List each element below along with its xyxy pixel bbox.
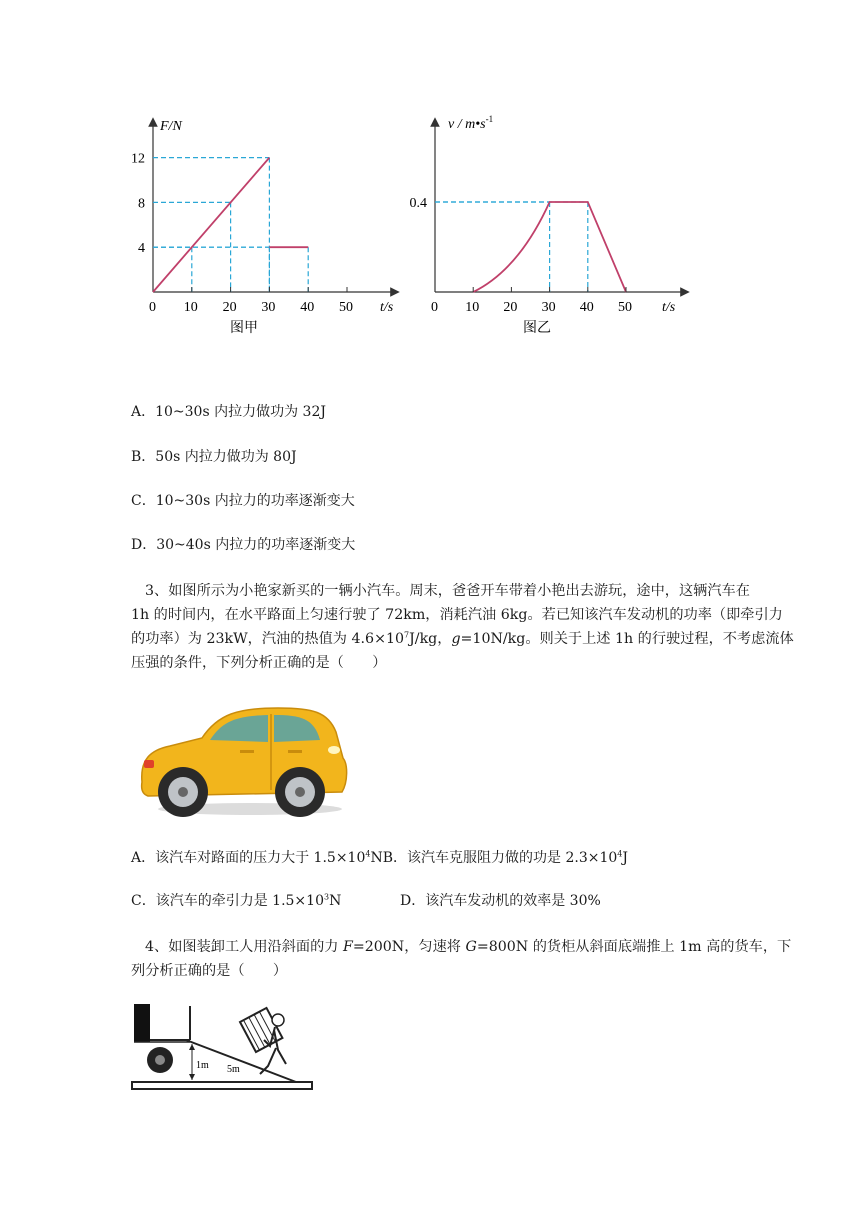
q4-stem [131,935,811,983]
x-tick-label: 30 [541,300,556,315]
q3-line-2: 1h 的时间内，在水平路面上匀速行驶了 72km，消耗汽油 6kg。若已知该汽车发动机的功率（即牵引力 [131,607,783,623]
q2-option-a: A．10~30s 内拉力做功为 32J [131,404,326,420]
x-tick-label: 0 [149,300,156,315]
x-tick-label: 40 [300,300,315,315]
chart-caption: 图乙 [523,320,551,336]
x-tick-label: 20 [222,300,237,315]
y-tick-label: 8 [138,196,145,212]
q3-option-d: D．该汽车发动机的效率是 30% [400,893,601,909]
x-axis-label: t/s [380,300,394,315]
ramp-illustration [128,1000,318,1095]
y-tick-label: 4 [138,241,145,257]
q4-line-1: 4、如图装卸工人用沿斜面的力 F=200N，匀速将 G=800N 的货柜从斜面底端推上 1m 高的货车，下 [145,939,792,955]
x-tick-label: 50 [339,300,353,315]
ramp-length-label: 5m [227,1064,240,1075]
chart-caption: 图甲 [230,320,258,336]
series-line [153,158,269,292]
q3-option-ab: A．该汽车对路面的压力大于 $1.5\times 10^4NB$．该汽车克服阻力做的功是 $2.3\times 10^4J$ [131,849,628,866]
q2-option-b: B．50s 内拉力做功为 80J [131,449,297,465]
ramp-height-label: 1m [196,1060,209,1071]
q2-option-c: C．10~30s 内拉力的功率逐渐变大 [131,493,355,509]
q3-line-1: 3、如图所示为小艳家新买的一辆小汽车。周末，爸爸开车带着小艳出去游玩，途中，这辆汽车在 [145,583,750,599]
x-tick-label: 20 [503,300,518,315]
y-axis-label: F/N [160,119,182,134]
chart-v-t [400,100,700,345]
q3-line-3: 的功率）为 23kW，汽油的热值为 $4.6\times 10^7J/kg$，g=10N/kg。则关于上述 1h 的行驶过程，不考虑流体 [131,630,794,647]
x-tick-label: 30 [261,300,276,315]
x-tick-label: 0 [431,300,438,315]
y-axis-label: v / $m•s^{-1}$ [448,114,494,132]
q3-stem [131,579,811,675]
chart-f-t [120,100,410,345]
x-tick-label: 50 [618,300,632,315]
car-illustration [128,700,353,825]
q2-option-d: D．30~40s 内拉力的功率逐渐变大 [131,537,356,553]
x-tick-label: 10 [465,300,480,315]
y-tick-label: 12 [131,151,145,167]
q3-line-4: 压强的条件，下列分析正确的是（ ） [131,655,387,671]
x-tick-label: 40 [579,300,594,315]
q4-line-2: 列分析正确的是（ ） [131,963,288,979]
y-tick-label: 0.4 [409,196,427,211]
x-tick-label: 10 [183,300,198,315]
q3-option-c: C．该汽车的牵引力是 $1.5\times 10^3N$ [131,892,342,909]
x-axis-label: t/s [662,300,676,315]
